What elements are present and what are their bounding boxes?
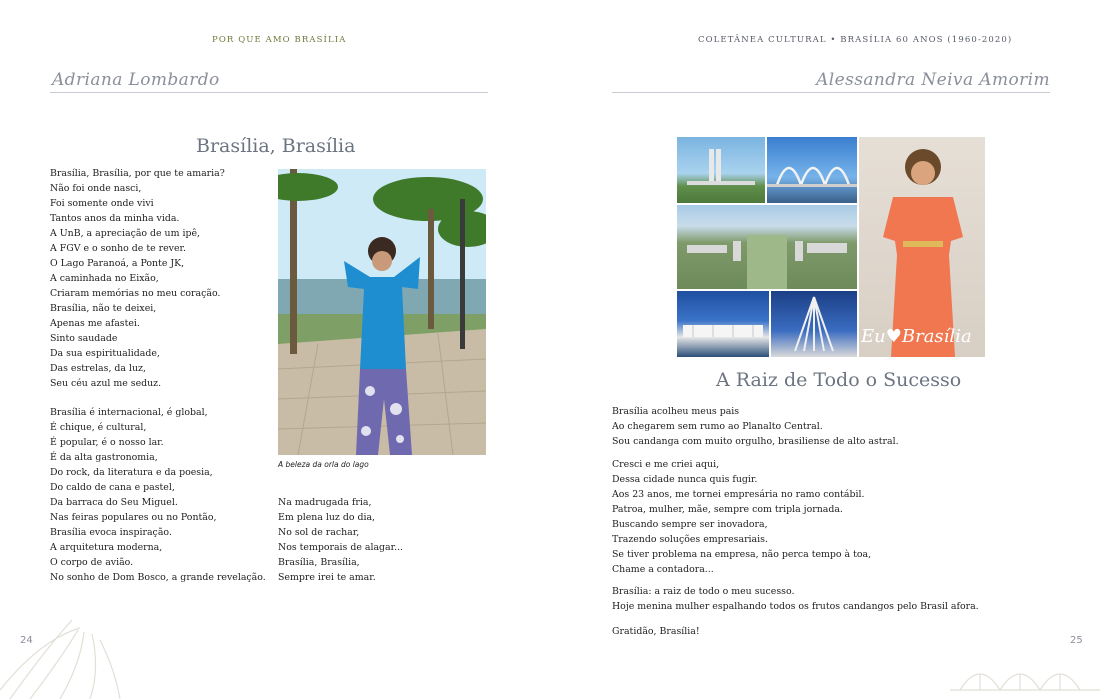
poem-line: Da sua espiritualidade,	[50, 348, 160, 359]
poem-line: É da alta gastronomia,	[50, 452, 158, 463]
poem-line: Na madrugada fria,	[278, 497, 372, 508]
poem-line: Nos temporais de alagar...	[278, 542, 404, 553]
poem-line: Brasília, Brasília, por que te amaria?	[50, 168, 225, 179]
poem-line: A caminhada no Eixão,	[50, 273, 159, 284]
poem-line: A arquitetura moderna,	[50, 542, 163, 553]
poem-title-left: Brasília, Brasília	[196, 135, 356, 157]
poem-stanza-2-right	[612, 457, 871, 577]
poem-line: Brasília, não te deixei,	[50, 303, 157, 314]
poem-line: Brasília evoca inspiração.	[50, 527, 172, 538]
poem-line: Chame a contadora...	[612, 564, 714, 575]
poem-line: Cresci e me criei aqui,	[612, 459, 720, 470]
poem-title-right: A Raiz de Todo o Sucesso	[716, 369, 962, 391]
poem-line: É popular, é o nosso lar.	[50, 437, 164, 448]
bridge-line-drawing	[950, 650, 1100, 699]
poem-line: Não foi onde nasci,	[50, 183, 142, 194]
poem-stanza-3-left	[278, 495, 403, 585]
cathedral-line-drawing	[0, 620, 140, 699]
author-divider-left	[50, 92, 488, 93]
poem-line: O corpo de avião.	[50, 557, 134, 568]
author-divider-right	[612, 92, 1050, 93]
photo-caption: A beleza da orla do lago	[278, 460, 369, 469]
poem-line: Sempre irei te amar.	[278, 572, 376, 583]
poem-line: Brasília, Brasília,	[278, 557, 360, 568]
right-page	[550, 0, 1100, 699]
poem-line: Sinto saudade	[50, 333, 118, 344]
poem-line: Ao chegarem sem rumo ao Planalto Central.	[612, 421, 823, 432]
poem-line: Tantos anos da minha vida.	[50, 213, 180, 224]
poem-line: No sol de rachar,	[278, 527, 360, 538]
author-name-right: Alessandra Neiva Amorim	[816, 70, 1050, 90]
poem-line: O Lago Paranoá, a Ponte JK,	[50, 258, 185, 269]
poem-line: Patroa, mulher, mãe, sempre com tripla jornada.	[612, 504, 843, 515]
poem-line: Nas feiras populares ou no Pontão,	[50, 512, 217, 523]
poem-line: No sonho de Dom Bosco, a grande revelação.	[50, 572, 266, 583]
poem-line: Buscando sempre ser inovadora,	[612, 519, 768, 530]
page-number-left: 24	[20, 635, 33, 646]
portrait-photo	[859, 137, 985, 357]
congress-photo	[677, 137, 765, 203]
poem-line: Criaram memórias no meu coração.	[50, 288, 221, 299]
poem-line: A FGV e o sonho de te rever.	[50, 243, 186, 254]
poem-line: Seu céu azul me seduz.	[50, 378, 162, 389]
poem-line: Da barraca do Seu Miguel.	[50, 497, 178, 508]
poem-line: É chique, é cultural,	[50, 422, 147, 433]
poem-line: Brasília: a raiz de todo o meu sucesso.	[612, 586, 795, 597]
alvorada-palace-photo	[677, 291, 769, 357]
page-number-right: 25	[1070, 635, 1083, 646]
poem-closing-right	[612, 624, 700, 639]
lake-shore-photo	[278, 169, 486, 455]
poem-line: A UnB, a apreciação de um ipê,	[50, 228, 200, 239]
poem-line: Aos 23 anos, me tornei empresária no ramo contábil.	[612, 489, 865, 500]
eu-amo-brasilia-overlay: Eu♥Brasília	[861, 326, 972, 347]
poem-stanza-1-left	[50, 166, 225, 391]
poem-stanza-2-left	[50, 405, 266, 585]
poem-line: Brasília acolheu meus pais	[612, 406, 740, 417]
poem-line: Se tiver problema na empresa, não perca tempo à toa,	[612, 549, 872, 560]
closing-line: Gratidão, Brasília!	[612, 626, 700, 637]
poem-line: Hoje menina mulher espalhando todos os frutos candangos pelo Brasil afora.	[612, 601, 979, 612]
poem-line: Trazendo soluções empresariais.	[612, 534, 768, 545]
poem-line: Sou candanga com muito orgulho, brasiliense de alto astral.	[612, 436, 899, 447]
brasilia-photo-collage	[677, 137, 985, 357]
author-name-left: Adriana Lombardo	[52, 70, 220, 90]
poem-line: Do caldo de cana e pastel,	[50, 482, 175, 493]
poem-line: Foi somente onde vivi	[50, 198, 154, 209]
poem-line: Apenas me afastei.	[50, 318, 140, 329]
poem-line: Em plena luz do dia,	[278, 512, 376, 523]
running-head-left: POR QUE AMO BRASÍLIA	[212, 35, 347, 45]
poem-stanza-1-right	[612, 404, 899, 449]
poem-line: Brasília é internacional, é global,	[50, 407, 208, 418]
poem-stanza-3-right	[612, 584, 979, 614]
poem-line: Das estrelas, da luz,	[50, 363, 146, 374]
poem-line: Dessa cidade nunca quis fugir.	[612, 474, 758, 485]
running-head-right: COLETÂNEA CULTURAL • BRASÍLIA 60 ANOS (1960-2020)	[698, 35, 1013, 45]
esplanade-aerial-photo	[677, 205, 857, 289]
cathedral-photo	[771, 291, 857, 357]
jk-bridge-photo	[767, 137, 857, 203]
poem-line: Do rock, da literatura e da poesia,	[50, 467, 213, 478]
